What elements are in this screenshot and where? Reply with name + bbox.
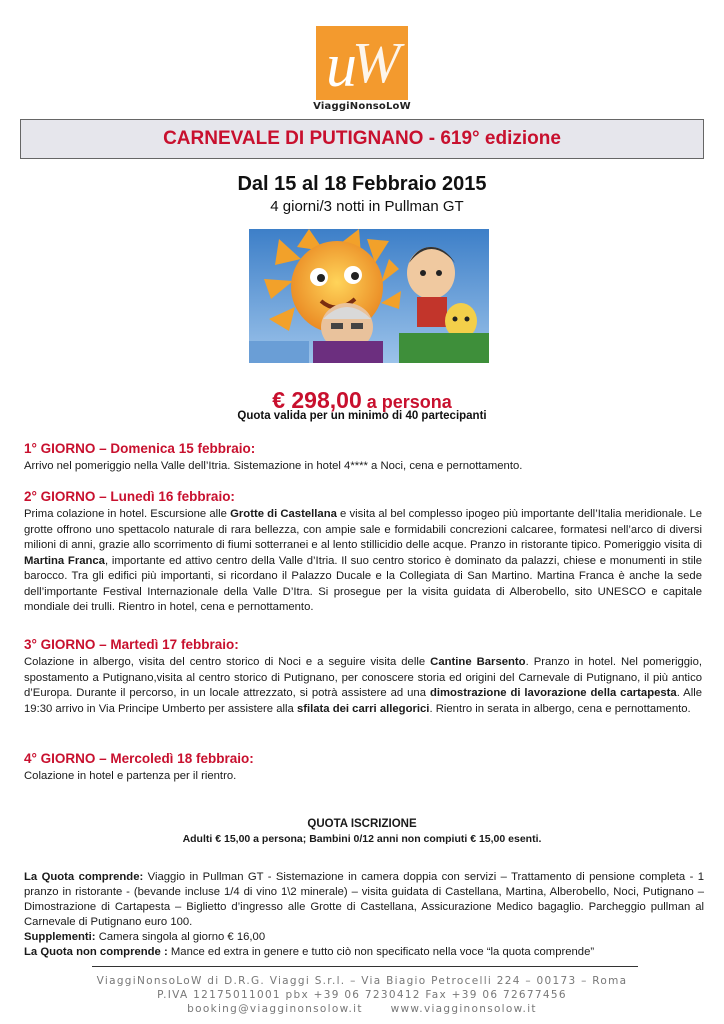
day2-highlight-martina: Martina Franca bbox=[24, 554, 105, 567]
excludes-label: La Quota non comprende : bbox=[24, 946, 168, 958]
footer-vat: P.IVA 12175011001 pbx +39 06 7230412 Fax +39 06 72677456 bbox=[157, 989, 567, 1001]
trip-dates: Dal 15 al 18 Febbraio 2015 bbox=[237, 173, 487, 195]
price-per: a persona bbox=[361, 392, 452, 412]
footer-website[interactable]: www.viagginonsolow.it bbox=[390, 1003, 537, 1015]
svg-text:u: u bbox=[326, 32, 357, 100]
day3-heading: 3° GIORNO – Martedì 17 febbraio: bbox=[24, 637, 239, 652]
supplements-label: Supplementi: bbox=[24, 931, 96, 943]
price-amount: € 298,00 bbox=[272, 387, 362, 413]
includes-label: La Quota comprende: bbox=[24, 871, 144, 883]
trip-subtitle: 4 giorni/3 notti in Pullman GT bbox=[270, 198, 464, 215]
svg-text:W: W bbox=[352, 30, 401, 95]
day2-highlight-grotte: Grotte di Castellana bbox=[230, 508, 337, 520]
footer-divider bbox=[92, 966, 638, 967]
footer-company: ViaggiNonsoLoW di D.R.G. Viaggi S.r.l. – Via Biagio Petrocelli 224 – 00173 – Roma bbox=[96, 975, 628, 987]
carnival-photo bbox=[249, 229, 489, 363]
day3-highlight-sfilata: sfilata dei carri allegorici bbox=[296, 702, 430, 715]
day4-heading: 4° GIORNO – Mercoledì 18 febbraio: bbox=[24, 751, 254, 766]
day3-highlight-cantine: Cantine Barsento bbox=[430, 656, 526, 668]
price-note: Quota valida per un minimo di 40 partecipanti bbox=[237, 410, 487, 422]
footer-email[interactable]: booking@viagginonsolow.it bbox=[187, 1003, 363, 1015]
day2-text: Prima colazione in hotel. Escursione alle Grotte di Castellana e visita al bel complesso ipogeo più importante dell’Italia meridionale. Le grotte offrono uno spettacolo naturale di rara bellezza, con ampie sale e formidabili concrezioni calcaree, formatesi nell’arco di diversi milioni di anni, grazie allo scorrimento di fiumi sotterranei e al lento stillicidio delle acque. Pranzo in ristorante tipico. Pomeriggio visita di Martina Franca, importante ed attivo centro della Valle d’Itria. Il suo centro storico è dominato da palazzi, chiese e monumenti in stile barocco. Tra gli edifici più importanti, si ricordano il Palazzo Ducale e la Collegiata di San Martino. Martina Franca è anche la sede dell’importante Festival Internazionale della Valle D’Itra. Si prosegue per la visita guidata di Alberobello, sito UNESCO e capitale mondiale dei trulli. Rientro in hotel, cena e pernottamento. bbox=[24, 508, 702, 613]
day3-highlight-cartapesta: dimostrazione di lavorazione della cartapesta bbox=[429, 687, 677, 699]
day2-heading: 2° GIORNO – Lunedì 16 febbraio: bbox=[24, 489, 235, 504]
brand-logo bbox=[316, 26, 408, 100]
brand-name: ViaggiNonsoLoW bbox=[313, 101, 411, 112]
quota-details: Adulti € 15,00 a persona; Bambini 0/12 anni non compiuti € 15,00 esenti. bbox=[182, 833, 542, 845]
day4-text: Colazione in hotel e partenza per il rientro. bbox=[24, 770, 237, 782]
page-title: CARNEVALE DI PUTIGNANO - 619° edizione bbox=[163, 128, 561, 149]
footer-contacts bbox=[0, 1003, 724, 1015]
day1-heading: 1° GIORNO – Domenica 15 febbraio: bbox=[24, 441, 256, 456]
day3-text: Colazione in albergo, visita del centro storico di Noci e a seguire visita delle Cantine Barsento. Pranzo in hotel. Nel pomeriggio, spostamento a Putignano,visita al centro storico di Putignano, per conoscere storia ed origini del Carnevale di Putignano, il più antico d’Europa. Durante il percorso, in un locale attrezzato, si potrà assistere ad una dimostrazione di lavorazione della cartapesta. Alle 19:30 arrivo in Via Principe Umberto per assistere alla sfilata dei carri allegorici. Rientro in serata in albergo, cena e pernottamento. bbox=[24, 656, 703, 715]
inclusions: La Quota comprende: Viaggio in Pullman GT - Sistemazione in camera doppia con servizi – Trattamento di pensione completa - 1 pranzo in ristorante - (bevande incluse 1/4 di vino 1\2 minerale) – visita guidata di Castellana, Martina, Alberobello, Noci, Putignano – Dimostrazione di Cartapesta – Biglietto d’ingresso alle Grotte di Castellana, Assicurazione Medico bagaglio. Parcheggio pullman al Carnevale di Putignano euro 100. Supplementi: Camera singola al giorno € 16,00 La Quota non comprende : Mance ed extra in genere e tutto ciò non specificato nella voce “la quota comprende” bbox=[24, 871, 704, 958]
quota-title: QUOTA ISCRIZIONE bbox=[307, 818, 417, 830]
day1-text: Arrivo nel pomeriggio nella Valle dell’Itria. Sistemazione in hotel 4**** a Noci, cena e pernottamento. bbox=[24, 460, 523, 472]
